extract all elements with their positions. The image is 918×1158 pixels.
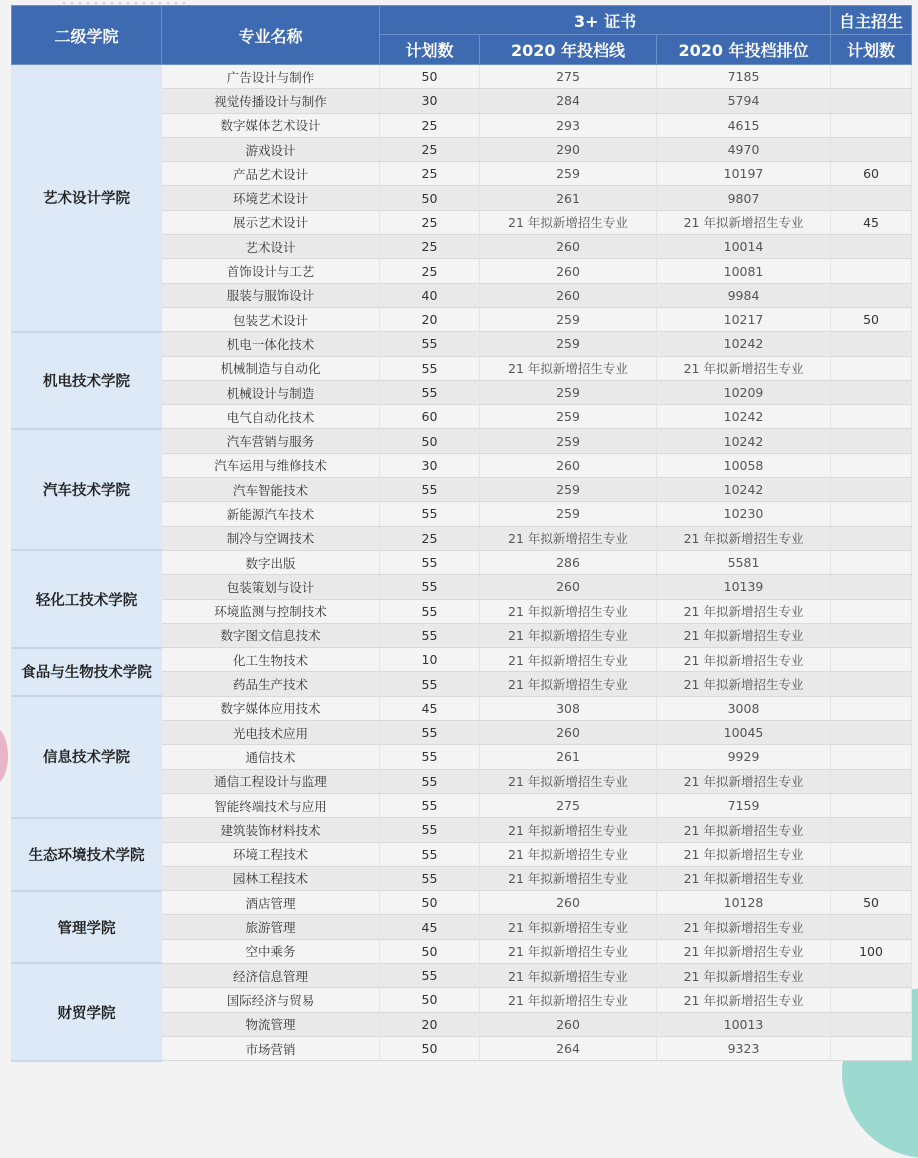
rank-cell: 7185	[657, 65, 831, 89]
rank-cell: 21 年拟新增招生专业	[657, 599, 831, 623]
rank-cell: 21 年拟新增招生专业	[657, 988, 831, 1012]
major-cell: 市场营销	[162, 1036, 380, 1060]
header-college: 二级学院	[12, 6, 162, 65]
college-name: 汽车技术学院	[12, 429, 162, 550]
self-plan-cell	[831, 332, 912, 356]
line-cell: 286	[480, 550, 657, 574]
plan-cell: 55	[380, 769, 480, 793]
plan-cell: 25	[380, 162, 480, 186]
self-plan-cell	[831, 745, 912, 769]
major-cell: 展示艺术设计	[162, 210, 380, 234]
table-row	[12, 648, 912, 672]
line-cell: 284	[480, 89, 657, 113]
plan-cell: 50	[380, 1036, 480, 1060]
line-cell: 259	[480, 502, 657, 526]
plan-cell: 20	[380, 307, 480, 331]
rank-cell: 3008	[657, 696, 831, 720]
line-cell: 21 年拟新增招生专业	[480, 599, 657, 623]
college-name: 艺术设计学院	[12, 65, 162, 332]
major-cell: 酒店管理	[162, 891, 380, 915]
plan-cell: 55	[380, 599, 480, 623]
major-cell: 通信技术	[162, 745, 380, 769]
major-cell: 园林工程技术	[162, 866, 380, 890]
rank-cell: 10014	[657, 235, 831, 259]
rank-cell: 9323	[657, 1036, 831, 1060]
line-cell: 275	[480, 793, 657, 817]
table-row	[12, 818, 912, 842]
major-cell: 药品生产技术	[162, 672, 380, 696]
plan-cell: 55	[380, 332, 480, 356]
self-plan-cell	[831, 186, 912, 210]
rank-cell: 21 年拟新增招生专业	[657, 526, 831, 550]
header-rank: 2020 年投档排位	[657, 35, 831, 65]
self-plan-cell	[831, 526, 912, 550]
self-plan-cell	[831, 405, 912, 429]
rank-cell: 7159	[657, 793, 831, 817]
plan-cell: 55	[380, 380, 480, 404]
major-cell: 电气自动化技术	[162, 405, 380, 429]
self-plan-cell	[831, 259, 912, 283]
admissions-table	[11, 5, 912, 1062]
plan-cell: 55	[380, 478, 480, 502]
line-cell: 259	[480, 332, 657, 356]
table-row	[12, 332, 912, 356]
plan-cell: 60	[380, 405, 480, 429]
line-cell: 260	[480, 259, 657, 283]
rank-cell: 10242	[657, 429, 831, 453]
major-cell: 数字媒体艺术设计	[162, 113, 380, 137]
major-cell: 国际经济与贸易	[162, 988, 380, 1012]
rank-cell: 21 年拟新增招生专业	[657, 769, 831, 793]
rank-cell: 5581	[657, 550, 831, 574]
plan-cell: 30	[380, 89, 480, 113]
header-line: 2020 年投档线	[480, 35, 657, 65]
plan-cell: 25	[380, 526, 480, 550]
major-cell: 建筑装饰材料技术	[162, 818, 380, 842]
plan-cell: 55	[380, 721, 480, 745]
table-header	[12, 6, 912, 65]
rank-cell: 21 年拟新增招生专业	[657, 210, 831, 234]
major-cell: 通信工程设计与监理	[162, 769, 380, 793]
self-plan-cell	[831, 65, 912, 89]
self-plan-cell: 50	[831, 891, 912, 915]
self-plan-cell	[831, 866, 912, 890]
self-plan-cell	[831, 137, 912, 161]
self-plan-cell	[831, 502, 912, 526]
table-row	[12, 429, 912, 453]
line-cell: 261	[480, 745, 657, 769]
self-plan-cell	[831, 696, 912, 720]
line-cell: 21 年拟新增招生专业	[480, 769, 657, 793]
rank-cell: 4970	[657, 137, 831, 161]
line-cell: 259	[480, 380, 657, 404]
rank-cell: 21 年拟新增招生专业	[657, 818, 831, 842]
line-cell: 21 年拟新增招生专业	[480, 210, 657, 234]
major-cell: 环境监测与控制技术	[162, 599, 380, 623]
major-cell: 数字出版	[162, 550, 380, 574]
rank-cell: 21 年拟新增招生专业	[657, 672, 831, 696]
line-cell: 21 年拟新增招生专业	[480, 526, 657, 550]
major-cell: 旅游管理	[162, 915, 380, 939]
rank-cell: 10197	[657, 162, 831, 186]
plan-cell: 45	[380, 696, 480, 720]
self-plan-cell	[831, 818, 912, 842]
major-cell: 环境工程技术	[162, 842, 380, 866]
major-cell: 产品艺术设计	[162, 162, 380, 186]
line-cell: 259	[480, 405, 657, 429]
college-name: 食品与生物技术学院	[12, 648, 162, 697]
header-plan: 计划数	[380, 35, 480, 65]
line-cell: 21 年拟新增招生专业	[480, 356, 657, 380]
plan-cell: 55	[380, 550, 480, 574]
plan-cell: 50	[380, 429, 480, 453]
major-cell: 化工生物技术	[162, 648, 380, 672]
plan-cell: 20	[380, 1012, 480, 1036]
rank-cell: 5794	[657, 89, 831, 113]
line-cell: 21 年拟新增招生专业	[480, 988, 657, 1012]
line-cell: 290	[480, 137, 657, 161]
table-body	[12, 65, 912, 1061]
rank-cell: 10209	[657, 380, 831, 404]
self-plan-cell	[831, 550, 912, 574]
self-plan-cell	[831, 963, 912, 987]
self-plan-cell	[831, 453, 912, 477]
rank-cell: 21 年拟新增招生专业	[657, 842, 831, 866]
major-cell: 环境艺术设计	[162, 186, 380, 210]
line-cell: 260	[480, 575, 657, 599]
line-cell: 293	[480, 113, 657, 137]
college-name: 机电技术学院	[12, 332, 162, 429]
table-row	[12, 696, 912, 720]
plan-cell: 55	[380, 356, 480, 380]
rank-cell: 10128	[657, 891, 831, 915]
rank-cell: 4615	[657, 113, 831, 137]
line-cell: 21 年拟新增招生专业	[480, 648, 657, 672]
self-plan-cell	[831, 769, 912, 793]
line-cell: 261	[480, 186, 657, 210]
rank-cell: 21 年拟新增招生专业	[657, 915, 831, 939]
self-plan-cell	[831, 380, 912, 404]
plan-cell: 30	[380, 453, 480, 477]
self-plan-cell	[831, 648, 912, 672]
rank-cell: 10242	[657, 478, 831, 502]
self-plan-cell: 50	[831, 307, 912, 331]
major-cell: 游戏设计	[162, 137, 380, 161]
rank-cell: 10242	[657, 332, 831, 356]
header-group-3plus: 3+ 证书	[380, 6, 831, 35]
line-cell: 21 年拟新增招生专业	[480, 818, 657, 842]
self-plan-cell	[831, 1012, 912, 1036]
plan-cell: 25	[380, 113, 480, 137]
plan-cell: 55	[380, 575, 480, 599]
college-name: 信息技术学院	[12, 696, 162, 817]
self-plan-cell	[831, 356, 912, 380]
self-plan-cell	[831, 235, 912, 259]
major-cell: 汽车营销与服务	[162, 429, 380, 453]
table-row	[12, 550, 912, 574]
table-row	[12, 65, 912, 89]
plan-cell: 55	[380, 818, 480, 842]
line-cell: 21 年拟新增招生专业	[480, 842, 657, 866]
plan-cell: 45	[380, 915, 480, 939]
self-plan-cell	[831, 623, 912, 647]
line-cell: 308	[480, 696, 657, 720]
major-cell: 空中乘务	[162, 939, 380, 963]
table-row	[12, 891, 912, 915]
self-plan-cell	[831, 915, 912, 939]
major-cell: 经济信息管理	[162, 963, 380, 987]
major-cell: 物流管理	[162, 1012, 380, 1036]
major-cell: 机电一体化技术	[162, 332, 380, 356]
plan-cell: 50	[380, 186, 480, 210]
line-cell: 21 年拟新增招生专业	[480, 623, 657, 647]
rank-cell: 10013	[657, 1012, 831, 1036]
line-cell: 275	[480, 65, 657, 89]
plan-cell: 50	[380, 891, 480, 915]
self-plan-cell	[831, 793, 912, 817]
line-cell: 21 年拟新增招生专业	[480, 915, 657, 939]
rank-cell: 10139	[657, 575, 831, 599]
rank-cell: 21 年拟新增招生专业	[657, 963, 831, 987]
line-cell: 21 年拟新增招生专业	[480, 866, 657, 890]
rank-cell: 9984	[657, 283, 831, 307]
line-cell: 260	[480, 235, 657, 259]
plan-cell: 55	[380, 963, 480, 987]
line-cell: 260	[480, 721, 657, 745]
rank-cell: 21 年拟新增招生专业	[657, 623, 831, 647]
self-plan-cell	[831, 1036, 912, 1060]
major-cell: 数字媒体应用技术	[162, 696, 380, 720]
line-cell: 21 年拟新增招生专业	[480, 939, 657, 963]
major-cell: 机械设计与制造	[162, 380, 380, 404]
line-cell: 21 年拟新增招生专业	[480, 963, 657, 987]
plan-cell: 55	[380, 866, 480, 890]
plan-cell: 55	[380, 502, 480, 526]
plan-cell: 55	[380, 745, 480, 769]
self-plan-cell	[831, 599, 912, 623]
line-cell: 259	[480, 429, 657, 453]
line-cell: 21 年拟新增招生专业	[480, 672, 657, 696]
line-cell: 264	[480, 1036, 657, 1060]
rank-cell: 10242	[657, 405, 831, 429]
major-cell: 新能源汽车技术	[162, 502, 380, 526]
line-cell: 259	[480, 162, 657, 186]
rank-cell: 10058	[657, 453, 831, 477]
major-cell: 广告设计与制作	[162, 65, 380, 89]
rank-cell: 21 年拟新增招生专业	[657, 939, 831, 963]
self-plan-cell: 60	[831, 162, 912, 186]
plan-cell: 50	[380, 939, 480, 963]
self-plan-cell	[831, 672, 912, 696]
line-cell: 259	[480, 307, 657, 331]
self-plan-cell	[831, 113, 912, 137]
major-cell: 数字图文信息技术	[162, 623, 380, 647]
line-cell: 259	[480, 478, 657, 502]
table-row	[12, 963, 912, 987]
header-group-self: 自主招生	[831, 6, 912, 35]
college-name: 财贸学院	[12, 963, 162, 1060]
self-plan-cell	[831, 721, 912, 745]
plan-cell: 25	[380, 210, 480, 234]
major-cell: 艺术设计	[162, 235, 380, 259]
plan-cell: 25	[380, 259, 480, 283]
rank-cell: 9929	[657, 745, 831, 769]
self-plan-cell: 100	[831, 939, 912, 963]
self-plan-cell: 45	[831, 210, 912, 234]
header-self-plan: 计划数	[831, 35, 912, 65]
decorative-circle-left	[0, 728, 8, 784]
self-plan-cell	[831, 283, 912, 307]
header-major: 专业名称	[162, 6, 380, 65]
college-name: 管理学院	[12, 891, 162, 964]
major-cell: 视觉传播设计与制作	[162, 89, 380, 113]
rank-cell: 21 年拟新增招生专业	[657, 648, 831, 672]
rank-cell: 21 年拟新增招生专业	[657, 356, 831, 380]
rank-cell: 10045	[657, 721, 831, 745]
plan-cell: 55	[380, 672, 480, 696]
plan-cell: 10	[380, 648, 480, 672]
major-cell: 包装艺术设计	[162, 307, 380, 331]
major-cell: 制冷与空调技术	[162, 526, 380, 550]
plan-cell: 40	[380, 283, 480, 307]
plan-cell: 25	[380, 137, 480, 161]
self-plan-cell	[831, 842, 912, 866]
plan-cell: 50	[380, 988, 480, 1012]
major-cell: 汽车运用与维修技术	[162, 453, 380, 477]
rank-cell: 21 年拟新增招生专业	[657, 866, 831, 890]
self-plan-cell	[831, 89, 912, 113]
plan-cell: 25	[380, 235, 480, 259]
rank-cell: 10217	[657, 307, 831, 331]
self-plan-cell	[831, 478, 912, 502]
plan-cell: 50	[380, 65, 480, 89]
plan-cell: 55	[380, 623, 480, 647]
college-name: 轻化工技术学院	[12, 550, 162, 647]
line-cell: 260	[480, 1012, 657, 1036]
self-plan-cell	[831, 575, 912, 599]
rank-cell: 9807	[657, 186, 831, 210]
major-cell: 包装策划与设计	[162, 575, 380, 599]
major-cell: 光电技术应用	[162, 721, 380, 745]
self-plan-cell	[831, 988, 912, 1012]
major-cell: 机械制造与自动化	[162, 356, 380, 380]
major-cell: 首饰设计与工艺	[162, 259, 380, 283]
line-cell: 260	[480, 453, 657, 477]
major-cell: 服装与服饰设计	[162, 283, 380, 307]
college-name: 生态环境技术学院	[12, 818, 162, 891]
plan-cell: 55	[380, 842, 480, 866]
rank-cell: 10081	[657, 259, 831, 283]
rank-cell: 10230	[657, 502, 831, 526]
plan-cell: 55	[380, 793, 480, 817]
line-cell: 260	[480, 283, 657, 307]
self-plan-cell	[831, 429, 912, 453]
line-cell: 260	[480, 891, 657, 915]
major-cell: 智能终端技术与应用	[162, 793, 380, 817]
major-cell: 汽车智能技术	[162, 478, 380, 502]
